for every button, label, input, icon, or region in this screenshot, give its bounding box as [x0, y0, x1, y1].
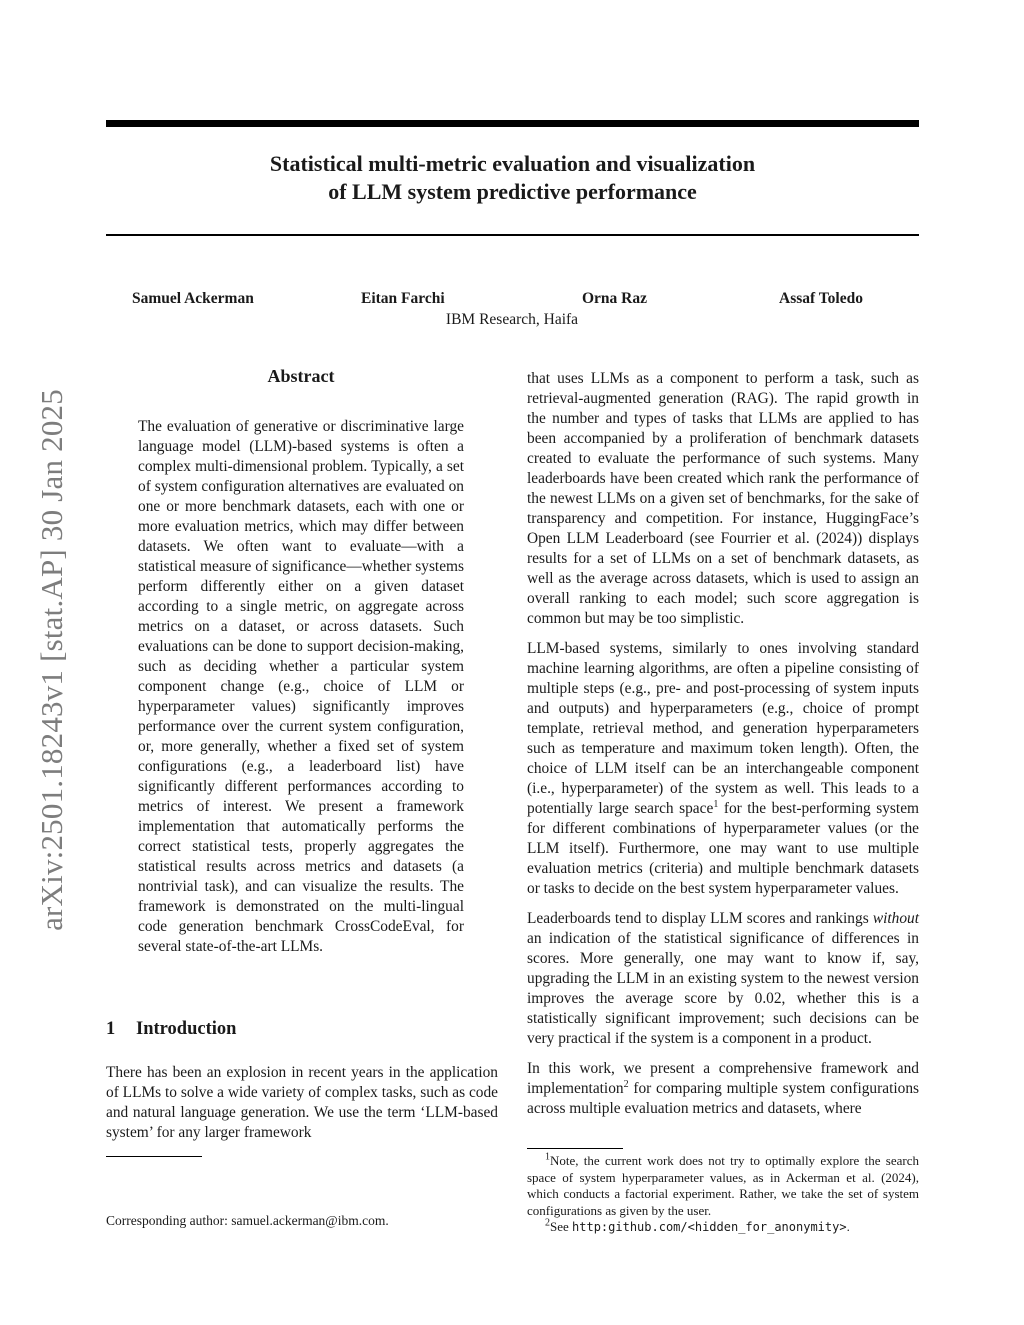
arxiv-identifier: arXiv:2501.18243v1 [stat.AP] 30 Jan 2025 — [34, 389, 69, 931]
footnote-rule-left — [106, 1156, 202, 1157]
abstract-text: The evaluation of generative or discriminative large language model (LLM)-based systems is often a complex multi-dimensional problem. Typically, a set of system configuration alternatives are evaluated on one or more benchmark datasets, each with one or more evaluation metrics, which may differ between datasets. We often want to evaluate—with a statistical measure of significance—whether systems perform differently either on a given dataset according to a single metric, on aggregate across metrics on a dataset, or across datasets. Such evaluations can be done to support decision-making, such as deciding whether a particular system component change (e.g., choice of LLM or hyperparameter values) significantly improves performance over the current system configuration, or, more generally, whether a fixed set of system configurations (e.g., a leaderboard list) have significantly different performances according to metrics of interest. We present a framework implementation that automatically performs the correct statistical tests, properly aggregates the statistical results across metrics and datasets (a nontrivial task), and can visualize the results. The framework is demonstrated on the multi-lingual code generation benchmark CrossCodeEval, for several state-of-the-art LLMs. — [138, 418, 464, 955]
paper-title — [106, 150, 919, 206]
footnote-1 — [527, 1153, 919, 1219]
footnote-text: . — [846, 1219, 850, 1234]
title-line-1: Statistical multi-metric evaluation and visualization — [269, 151, 756, 176]
author-name: Eitan Farchi — [361, 290, 445, 307]
section-title: Introduction — [136, 1019, 237, 1039]
paragraph-text: In this work, we present a comprehensive framework and implementation — [527, 1060, 919, 1097]
author-list — [0, 290, 1024, 310]
footnote-marker[interactable]: 2 — [623, 1078, 629, 1090]
footnote-marker[interactable]: 1 — [713, 798, 719, 810]
paragraph-text: LLM-based systems, similarly to ones involving standard machine learning algorithms, are often a pipeline consisting of multiple steps (e.g., pre- and post-processing of system inputs and outputs) and hyperparameters (e.g., choice of prompt template, retrieval method, and generation hyperparameters such as temperature and maximum token length). Often, the choice of LLM itself can be an interchangeable component (i.e., hyperparameter) of the system as well. This leads to a potentially large search space — [527, 640, 919, 817]
title-top-rule — [106, 120, 919, 127]
author-name: Assaf Toledo — [779, 290, 863, 307]
emphasis-text: without — [872, 910, 919, 927]
section-number: 1 — [106, 1019, 116, 1039]
footnote-rule-right — [527, 1148, 623, 1149]
title-line-2: of LLM system predictive performance — [328, 179, 697, 204]
footnote-mark: 2 — [545, 1217, 550, 1229]
abstract-heading: Abstract — [267, 366, 335, 386]
paragraph — [527, 909, 919, 1049]
footnotes — [527, 1153, 919, 1236]
paragraph-text: Leaderboards tend to display LLM scores and rankings — [527, 910, 873, 927]
right-column — [527, 369, 919, 1119]
paragraph — [527, 1059, 919, 1119]
footnote-text: Note, the current work does not try to optimally explore the search space of system hyperparameter values, as in Ackerman et al. (2024), which conducts a factorial experiment. Rather, we take the set of system configurations as given by the user. — [527, 1153, 919, 1218]
paragraph: that uses LLMs as a component to perform a task, such as retrieval-augmented generation (RAG). The rapid growth in the number and types of tasks that LLMs are applied to has been accompanied by a proliferation of benchmark datasets created to evaluate the performance of such systems. Many leaderboards have been created which rank the performance of the newest LLMs on a given set of benchmarks, for the sake of transparency and competition. For instance, HuggingFace’s Open LLM Leaderboard (see Fourrier et al. (2024)) displays results for a set of LLMs on a set of benchmark datasets, as well as the average across datasets, which is used to assign an overall ranking to each model; such score aggregation is common but may be too simplistic. — [527, 370, 919, 627]
affiliation: IBM Research, Haifa — [445, 311, 579, 328]
title-bottom-rule — [106, 234, 919, 236]
footnote-text: See — [550, 1219, 573, 1234]
paragraph-text: an indication of the statistical significance of differences in scores. More generally, one may want to know if, say, upgrading the LLM in an existing system to the newest version improves the average score by 0.02, whether this is a statistically significant improvement; such decisions can be very practical if the system is a component in a product. — [527, 930, 919, 1047]
footnote-mark: 1 — [545, 1151, 550, 1163]
footnote-2 — [527, 1219, 919, 1236]
footnote-link[interactable]: http:github.com/<hidden_for_anonymity> — [572, 1220, 847, 1234]
paragraph-text: for comparing multiple system configurations across multiple evaluation metrics and datasets, where — [527, 1080, 919, 1117]
corresponding-author: Corresponding author: samuel.ackerman@ibm.com. — [106, 1213, 389, 1228]
section-heading-introduction — [106, 1019, 236, 1040]
paragraph-text: for the best-performing system for different combinations of hyperparameter values (or the LLM itself). Furthermore, one may want to use multiple evaluation metrics (criteria) and multiple benchmark datasets or tasks to decide on the best system hyperparameter values. — [527, 800, 919, 897]
paragraph — [527, 639, 919, 899]
author-name: Orna Raz — [582, 290, 648, 307]
introduction-paragraph-left: There has been an explosion in recent years in the application of LLMs to solve a wide variety of complex tasks, such as code and natural language generation. We use the term ‘LLM-based system’ for any larger framework — [106, 1064, 498, 1141]
author-name: Samuel Ackerman — [132, 290, 254, 307]
